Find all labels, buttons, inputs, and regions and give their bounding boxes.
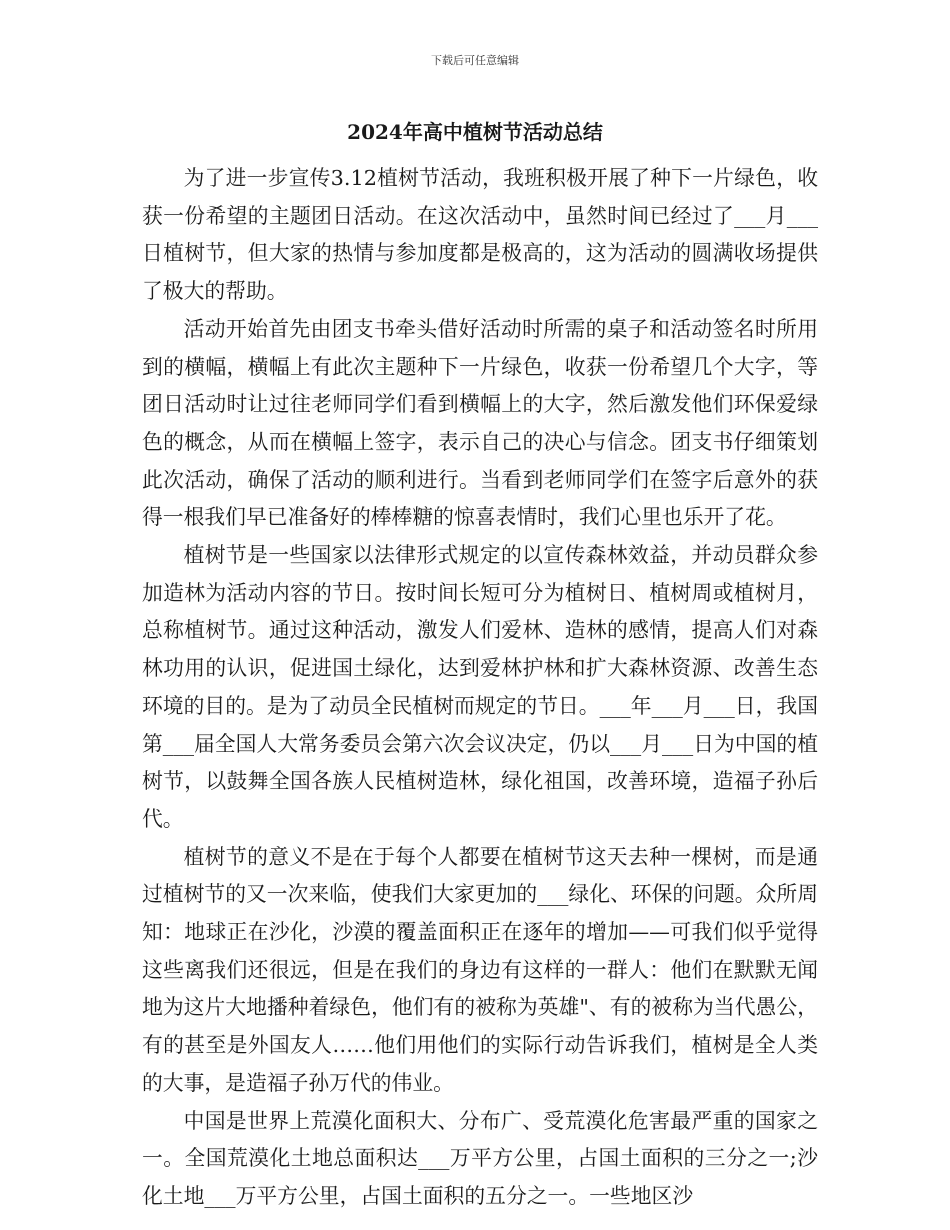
paragraph-1: 为了进一步宣传3.12植树节活动，我班积极开展了种下一片绿色，收获一份希望的主题团日活动。在这次活动中，虽然时间已经过了___月___日植树节，但大家的热情与参加度都是极高的，这为活动的圆满收场提供了极大的帮助。: [142, 166, 818, 304]
paragraph-3: 植树节是一些国家以法律形式规定的以宣传森林效益，并动员群众参加造林为活动内容的节日。按时间长短可分为植树日、植树周或植树月，总称植树节。通过这种活动，激发人们爱林、造林的感情，提高人们对森林功用的认识，促进国土绿化，达到爱林护林和扩大森林资源、改善生态环境的目的。是为了动员全民植树而规定的节日。___年___月___日，我国第___届全国人大常务委员会第六次会议决定，仍以___月___日为中国的植树节，以鼓舞全国各族人民植树造林，绿化祖国，改善环境，造福子孙后代。: [142, 543, 818, 831]
paragraph-5: 中国是世界上荒漠化面积大、分布广、受荒漠化危害最严重的国家之一。全国荒漠化土地总面积达___万平方公里，占国土面积的三分之一;沙化土地___万平方公里，占国土面积的五分之一。一些地区沙: [142, 1108, 818, 1208]
document-title: 2024年高中植树节活动总结: [347, 120, 603, 144]
document-body: [142, 160, 818, 1216]
paragraph-4: 植树节的意义不是在于每个人都要在植树节这天去种一棵树，而是通过植树节的又一次来临，使我们大家更加的___绿化、环保的问题。众所周知：地球正在沙化，沙漠的覆盖面积正在逐年的增加——可我们似乎觉得这些离我们还很远，但是在我们的身边有这样的一群人：他们在默默无闻地为这片大地播种着绿色，他们有的被称为英雄"、有的被称为当代愚公，有的甚至是外国友人……他们用他们的实际行动告诉我们，植树是全人类的大事，是造福子孙万代的伟业。: [142, 844, 818, 1095]
paragraph-2: 活动开始首先由团支书牵头借好活动时所需的桌子和活动签名时所用到的横幅，横幅上有此次主题种下一片绿色，收获一份希望几个大字，等团日活动时让过往老师同学们看到横幅上的大字，然后激发他们环保爱绿色的概念，从而在横幅上签字，表示自己的决心与信念。团支书仔细策划此次活动，确保了活动的顺利进行。当看到老师同学们在签字后意外的获得一根我们早已准备好的棒棒糖的惊喜表情时，我们心里也乐开了花。: [142, 316, 818, 530]
page-header-note: 下载后可任意编辑: [431, 54, 519, 67]
